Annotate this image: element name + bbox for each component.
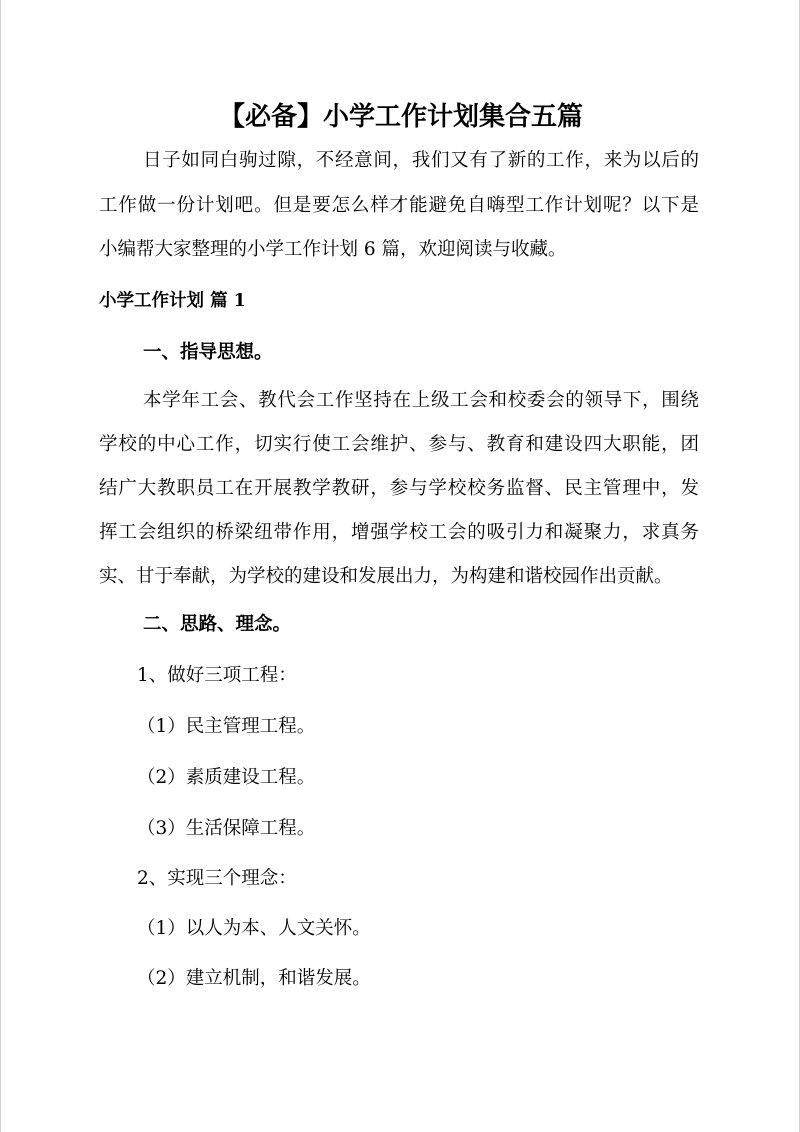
para1-line-5: 实、甘于奉献，为学校的建设和发展出力，为构建和谐校园作出贡献。 (99, 566, 673, 587)
sub-item-1-3: （3）生活保障工程。 (137, 818, 316, 839)
list-item-1: 1、做好三项工程： (137, 665, 297, 686)
heading-guiding-ideology: 一、指导思想。 (143, 342, 273, 363)
intro-line-2: 工作做一份计划吧。但是要怎么样才能避免自嗨型工作计划呢？以下是 (99, 195, 699, 216)
para1-line-4: 挥工会组织的桥梁纽带作用，增强学校工会的吸引力和凝聚力，求真务 (99, 522, 699, 543)
para1-line-2: 学校的中心工作，切实行使工会维护、参与、教育和建设四大职能，团 (99, 434, 699, 455)
sub-item-1-2: （2）素质建设工程。 (137, 767, 316, 788)
intro-line-1: 日子如同白驹过隙，不经意间，我们又有了新的工作，来为以后的 (143, 150, 699, 171)
sub-item-2-1: （1）以人为本、人文关怀。 (137, 918, 371, 939)
intro-line-3: 小编帮大家整理的小学工作计划 6 篇，欢迎阅读与收藏。 (99, 239, 567, 260)
document-title: 【必备】小学工作计划集合五篇 (218, 102, 583, 132)
list-item-2: 2、实现三个理念： (137, 868, 297, 889)
sub-item-1-1: （1）民主管理工程。 (137, 716, 316, 737)
para1-line-1: 本学年工会、教代会工作坚持在上级工会和校委会的领导下，围绕 (143, 390, 699, 411)
heading-ideas-concepts: 二、思路、理念。 (143, 614, 292, 635)
para1-line-3: 结广大教职员工在开展教学教研，参与学校校务监督、民主管理中，发 (99, 478, 699, 499)
section-title: 小学工作计划 篇 1 (99, 291, 246, 311)
sub-item-2-2: （2）建立机制，和谐发展。 (137, 968, 371, 989)
